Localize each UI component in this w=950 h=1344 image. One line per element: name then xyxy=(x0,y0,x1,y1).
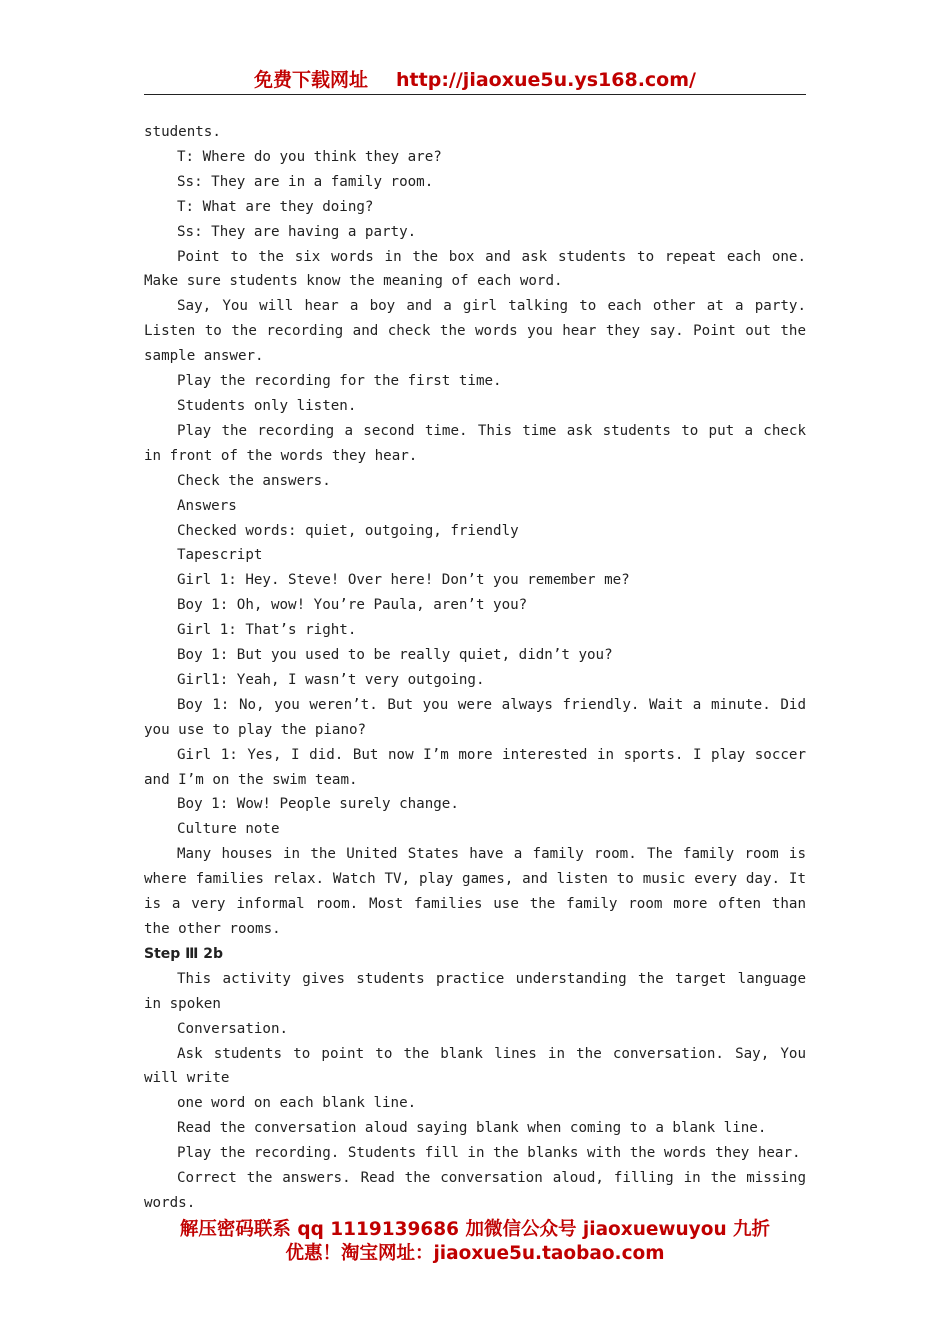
text-line: Ss: They are in a family room. xyxy=(177,173,434,190)
step-heading: Step Ⅲ 2b xyxy=(144,945,224,962)
text-line: Play the recording for the first time. xyxy=(177,373,502,390)
text-line: Ss: They are having a party. xyxy=(177,223,417,240)
header-url-link[interactable]: http://jiaoxue5u.ys168.com/ xyxy=(396,69,696,91)
text-line: T: Where do you think they are? xyxy=(177,148,442,165)
text-line: Conversation. xyxy=(177,1020,289,1037)
document-body xyxy=(144,120,806,1216)
text-line: Check the answers. xyxy=(177,472,331,489)
text-paragraph: Point to the six words in the box and ask students to repeat each one. Make sure students know the meaning of each word. xyxy=(144,248,806,290)
page-footer xyxy=(144,1218,806,1266)
text-line: Students only listen. xyxy=(177,397,357,414)
text-line: Checked words: quiet, outgoing, friendly xyxy=(177,522,519,539)
text-line: T: What are they doing? xyxy=(177,198,374,215)
text-line: one word on each blank line. xyxy=(177,1095,417,1112)
text-line: Boy 1: Oh, wow! You’re Paula, aren’t you? xyxy=(177,597,528,614)
text-line: Culture note xyxy=(177,821,280,838)
footer-line-contact: 解压密码联系 qq 1119139686 加微信公众号 jiaoxuewuyou 九折 xyxy=(179,1219,771,1240)
text-line: students. xyxy=(144,124,221,140)
text-paragraph: Boy 1: No, you weren’t. But you were always friendly. Wait a minute. Did you use to play the piano? xyxy=(144,696,806,738)
text-paragraph: Play the recording a second time. This time ask students to put a check in front of the words they hear. xyxy=(144,422,806,464)
page-header xyxy=(144,66,806,95)
text-paragraph: Correct the answers. Read the conversation aloud, filling in the missing words. xyxy=(144,1170,806,1211)
text-line: Girl1: Yeah, I wasn’t very outgoing. xyxy=(177,671,485,688)
text-line: Boy 1: Wow! People surely change. xyxy=(177,796,459,813)
text-paragraph: This activity gives students practice understanding the target language in spoken xyxy=(144,970,806,1012)
text-paragraph: Many houses in the United States have a family room. The family room is where families relax. Watch TV, play games, and listen to music every day. It is a very informal room. Most families use the family room more often than the other rooms. xyxy=(144,846,806,937)
header-label: 免费下载网址 xyxy=(254,69,369,91)
footer-line-shop: 优惠！淘宝网址：jiaoxue5u.taobao.com xyxy=(285,1243,665,1264)
text-line: Answers xyxy=(177,497,237,514)
text-paragraph: Ask students to point to the blank lines in the conversation. Say, You will write xyxy=(144,1045,806,1087)
text-line: Boy 1: But you used to be really quiet, didn’t you? xyxy=(177,647,613,664)
text-line: Play the recording. Students fill in the blanks with the words they hear. xyxy=(177,1145,801,1162)
text-line: Girl 1: Hey. Steve! Over here! Don’t you remember me? xyxy=(177,572,630,589)
text-line: Tapescript xyxy=(177,547,263,564)
text-paragraph: Girl 1: Yes, I did. But now I’m more interested in sports. I play soccer and I’m on the swim team. xyxy=(144,746,806,788)
text-line: Girl 1: That’s right. xyxy=(177,622,357,639)
text-line: Read the conversation aloud saying blank when coming to a blank line. xyxy=(177,1120,767,1137)
text-paragraph: Say, You will hear a boy and a girl talking to each other at a party. Listen to the recording and check the words you hear they say. Point out the sample answer. xyxy=(144,298,806,365)
